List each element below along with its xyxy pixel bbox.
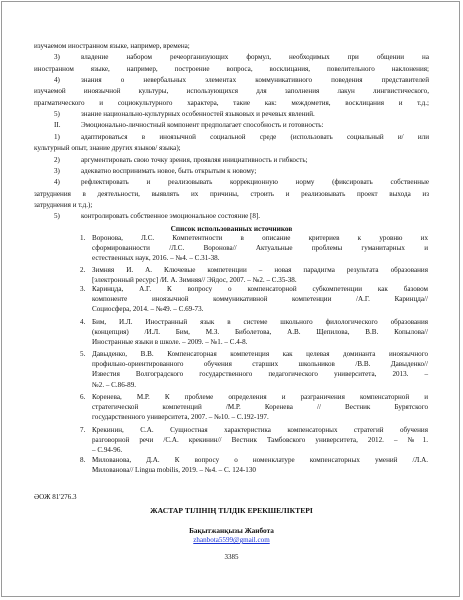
- body-line-text: Эмоционально-личностный компонент предполагает способность и готовность:: [81, 121, 324, 130]
- body-line: [34, 76, 429, 85]
- body-line: затруднения и т.д.);: [34, 200, 93, 209]
- article-title: ЖАСТАР ТІЛІНІҢ ТІЛДІК ЕРЕКШЕЛІКТЕРІ: [150, 506, 313, 515]
- body-line-text: адаптироваться в иноязычной социальной среде (использовать социальный и/ или: [81, 132, 429, 141]
- author-name: Бақытжанқызы Жанбота: [189, 526, 274, 535]
- body-line-text: рефлектировать и реализовывать коррекционную норму (фиксировать собственные: [81, 178, 429, 187]
- body-line: изучаемой иноязычной культуры, использующихся для заполнения лакун лингвистического,: [34, 87, 429, 96]
- reference-line-text: компоненте иноязычной коммуникативной компетенции /А.Г. Каринцда//: [92, 295, 428, 304]
- list-marker: 4): [54, 76, 60, 85]
- body-line-text: знания о невербальных элементах коммуникативного поведения представителей: [81, 76, 429, 85]
- reference-line-text: Милованова, Д.А. К вопросу о номенклатуре компенсаторных умений /Л.А.: [92, 456, 428, 464]
- reference-line-text: Коренева, М.Р. К проблеме определения и разграничения компенсаторной и: [92, 393, 428, 401]
- reference-line-text: №2. – С.86-89.: [92, 380, 137, 389]
- list-marker: 4): [54, 178, 60, 187]
- list-marker: 2): [54, 155, 60, 164]
- reference-number: 6.: [80, 393, 86, 401]
- reference-line-text: Бим, И.Л. Иностранный язык в системе школьного филологического образования: [92, 318, 428, 326]
- list-marker: 5): [54, 110, 60, 119]
- reference-line-text: [электронный ресурс] /И. А. Зимняя// Эйдос, 2007. – №2. – С.35-38.: [92, 276, 297, 285]
- reference-line-text: Воронова, Л.С. Компетентности в описание критериев к уровню их: [92, 234, 428, 242]
- reference-line-text: Милованова// Lingua mobilis, 2019. – №4. – С. 124-130: [92, 466, 256, 475]
- author-email[interactable]: [0, 536, 463, 545]
- body-line: [34, 178, 429, 187]
- reference-line-text: стратегической компетенций /М.Р. Коренева // Вестник Бурятского: [92, 403, 428, 412]
- body-line: культурный опыт, знание других языков/ языка);: [34, 144, 181, 153]
- body-line: [34, 167, 429, 176]
- list-marker: 1): [54, 132, 60, 141]
- reference-number: 2.: [80, 266, 86, 274]
- reference-line-text: сформированности /Л.С. Воронова// Актуальные проблемы гуманитарных и: [92, 244, 428, 253]
- list-marker: 5): [54, 212, 60, 221]
- reference-number: 3.: [80, 285, 86, 293]
- body-line: [34, 110, 429, 119]
- reference-number: 8.: [80, 456, 86, 464]
- body-line-text: аргументировать свою точку зрения, проявляя инициативность и гибкость;: [81, 155, 308, 164]
- page-number: 3385: [224, 553, 239, 561]
- list-marker: 3): [54, 53, 60, 62]
- reference-line-text: Известия Волгоградского государственного педагогического университета, 2013. –: [92, 370, 428, 379]
- body-line: иностранном языке, например, построение вопроса, восклицания, повелительного наклонения;: [34, 64, 429, 73]
- body-line-text: адекватно воспринимать новое, быть открытым к новому;: [81, 166, 257, 175]
- reference-line-text: естественных наук, 2016. – №4. – С.31-38.: [92, 254, 220, 263]
- body-line: [34, 121, 429, 130]
- body-line-text: знание национально-культурных особенностей языковых и речевых явлений.: [81, 110, 315, 119]
- body-line: изучаемом иностранном языке, например, времена;: [34, 42, 190, 50]
- udc-code: ӘОЖ 81'276.3: [34, 493, 77, 501]
- reference-line-text: государственного университета, 2007. – №10. – С.192-197.: [92, 413, 269, 422]
- reference-number: 1.: [80, 234, 86, 242]
- list-marker: 3): [54, 166, 60, 175]
- body-line-text: владение набором речеорганизующих формул, необходимых при общении на: [81, 53, 429, 62]
- reference-number: 4.: [80, 318, 86, 326]
- list-marker: II.: [54, 121, 61, 130]
- email-link[interactable]: zhanbota5599@gmail.com: [193, 536, 270, 544]
- references-heading: Список использованных источников: [170, 224, 293, 233]
- body-line: [34, 156, 429, 165]
- reference-line-text: Крекинин, С.А. Сущностная характеристика компенсаторных стратегий обучения: [92, 426, 428, 434]
- reference-line-text: (концепция) /И.Л. Бим, М.З. Биболетова, А.В. Щепилова, В.В. Копылова//: [92, 328, 428, 337]
- reference-line-text: – С.94-96.: [92, 446, 123, 455]
- body-line: затруднения в деятельности, выявлять их причины, строить и реализовывать проект выхода из: [34, 189, 429, 198]
- body-line: прагматического и социокультурного характера, такие как: междометия, восклицания и т.д.;: [34, 98, 429, 107]
- body-line: [34, 212, 429, 221]
- body-line: [34, 133, 429, 142]
- reference-line-text: Давыденко, В.В. Компенсаторная компетенция как целевая доминанта иноязычного: [92, 350, 428, 358]
- reference-number: 7.: [80, 426, 86, 434]
- body-line-text: контролировать собственное эмоциональное состояние [8].: [81, 212, 261, 221]
- reference-line-text: Социосфера, 2014. – №49. – С.69-73.: [92, 305, 204, 314]
- reference-line-text: Зимняя И. А. Ключевые компетенции – новая парадигма результата образования: [92, 266, 428, 274]
- reference-line-text: Иностранные языки в школе. – 2009. – №1. – С.4-8.: [92, 338, 248, 347]
- reference-line-text: Каринцда, А.Г. К вопросу о компенсаторной субкомпетенции как базовом: [92, 285, 428, 293]
- body-line: [34, 53, 429, 62]
- reference-line-text: профильно-ориентированного обучения старших школьников /В.В. Давыденко//: [92, 360, 428, 369]
- reference-number: 5.: [80, 350, 86, 358]
- reference-line-text: разговорной речи /С.А. крекинин// Вестник Тамбовского университета, 2012. – №1.: [92, 436, 428, 445]
